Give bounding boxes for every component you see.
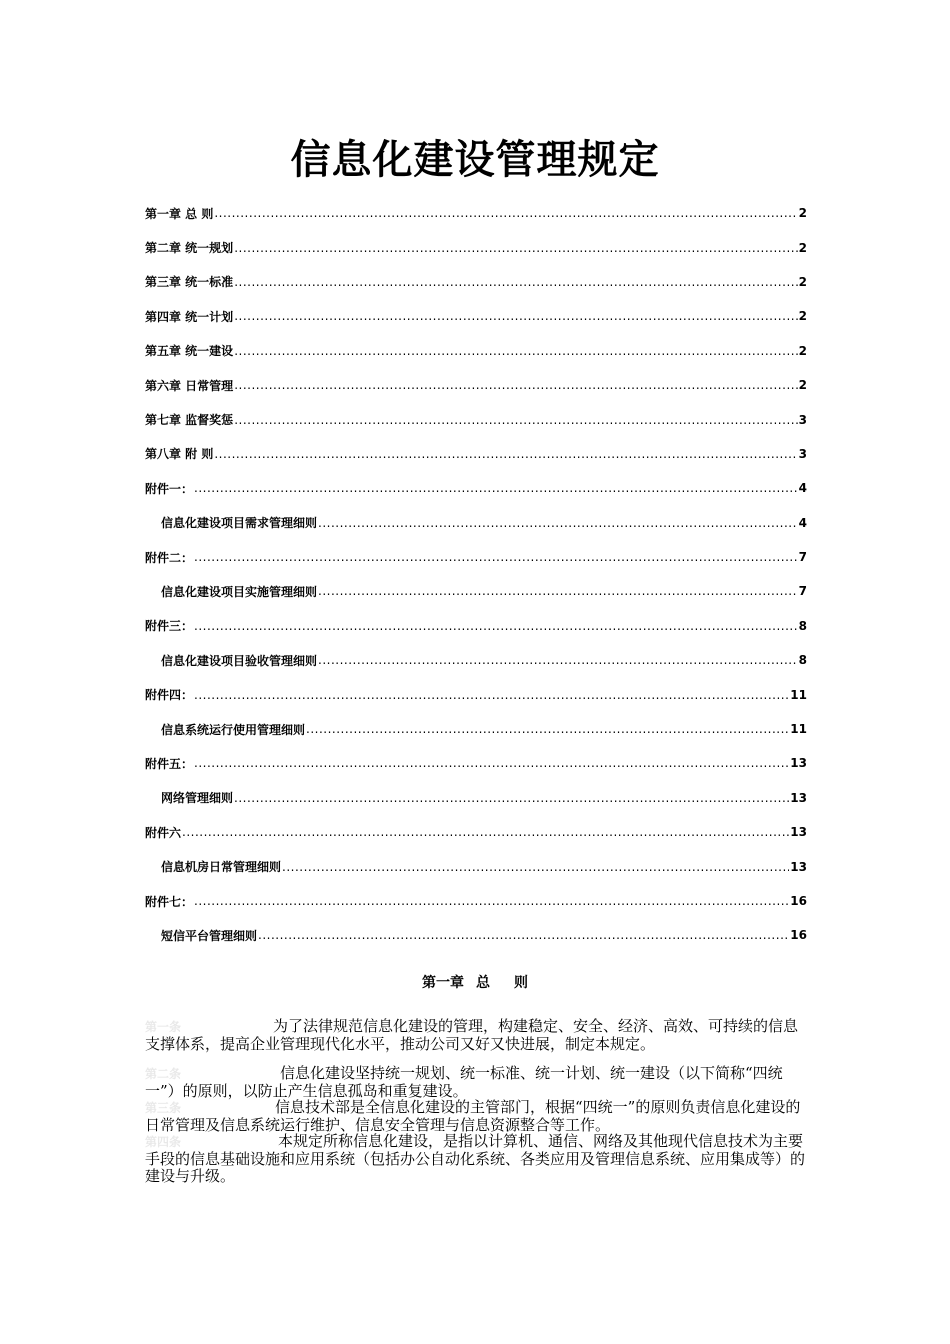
toc-entry[interactable] [145, 815, 807, 849]
toc-leader-dots [234, 344, 797, 358]
toc-entry-page: 13 [790, 859, 807, 874]
document-title: 信息化建设管理规定 [290, 136, 660, 183]
toc-entry[interactable] [145, 437, 807, 471]
toc-leader-dots [214, 447, 797, 461]
toc-entry[interactable] [145, 196, 807, 230]
toc-entry[interactable] [145, 368, 807, 402]
toc-entry[interactable] [145, 471, 807, 505]
toc-entry[interactable] [145, 712, 807, 746]
toc-leader-dots [194, 688, 789, 702]
toc-entry-label: 附件七： [145, 894, 194, 909]
toc-leader-dots [234, 791, 789, 805]
toc-entry-label: 第七章 监督奖惩 [145, 413, 234, 428]
toc-entry-page: 2 [798, 378, 807, 393]
table-of-contents [145, 196, 807, 953]
toc-leader-dots [194, 550, 798, 564]
article-number: 第一条 [145, 1020, 182, 1034]
toc-entry-page: 2 [798, 240, 807, 255]
toc-entry-page: 3 [798, 446, 807, 461]
toc-entry-page: 2 [798, 309, 807, 324]
toc-entry-label: 信息机房日常管理细则 [161, 860, 282, 875]
article-paragraph [145, 1018, 810, 1053]
toc-entry[interactable] [145, 781, 807, 815]
toc-entry[interactable] [145, 643, 807, 677]
toc-entry[interactable] [145, 609, 807, 643]
article-text: 为了法律规范信息化建设的管理，构建稳定、安全、经济、高效、可持续的信息支撑体系，提高企业管理现代化水平，推动公司又好又快进展，制定本规定。 [145, 1017, 799, 1053]
toc-entry-label: 第一章 总 则 [145, 206, 214, 221]
toc-leader-dots [194, 894, 789, 908]
toc-leader-dots [194, 481, 798, 495]
toc-entry-page: 8 [798, 653, 807, 668]
toc-entry-page: 2 [798, 343, 807, 358]
toc-leader-dots [234, 413, 797, 427]
toc-leader-dots [282, 860, 789, 874]
toc-entry[interactable] [145, 334, 807, 368]
toc-entry-label: 信息化建设项目需求管理细则 [161, 516, 318, 531]
toc-entry-page: 16 [790, 928, 807, 943]
toc-entry[interactable] [145, 849, 807, 883]
toc-entry-label: 第四章 统一计划 [145, 309, 234, 324]
toc-entry[interactable] [145, 540, 807, 574]
toc-entry-label: 附件三： [145, 619, 194, 634]
toc-leader-dots [258, 928, 789, 942]
toc-entry[interactable] [145, 402, 807, 436]
toc-leader-dots [234, 241, 797, 255]
chapter-heading [0, 972, 950, 992]
article-text: 信息技术部是全信息化建设的主管部门，根据“四统一”的原则负责信息化建设的日常管理及信息系统运行维护、信息安全管理与信息资源整合等工作。 [145, 1098, 801, 1134]
toc-entry-page: 11 [790, 722, 807, 737]
article-paragraph [145, 1133, 810, 1185]
article-text: 本规定所称信息化建设，是指以计算机、通信、网络及其他现代信息技术为主要手段的信息基础设施和应用系统（包括办公自动化系统、各类应用及管理信息系统、应用集成等）的建设与升级。 [145, 1132, 806, 1185]
article-number: 第二条 [145, 1067, 182, 1081]
toc-leader-dots [182, 825, 789, 839]
toc-entry-label: 信息化建设项目实施管理细则 [161, 584, 318, 599]
toc-entry-label: 第六章 日常管理 [145, 378, 234, 393]
toc-entry[interactable] [145, 574, 807, 608]
toc-leader-dots [318, 584, 798, 598]
toc-entry-label: 附件一： [145, 481, 194, 496]
toc-entry-page: 2 [798, 206, 807, 221]
toc-entry-page: 2 [798, 274, 807, 289]
article-paragraph [145, 1099, 810, 1134]
toc-entry-page: 16 [790, 894, 807, 908]
toc-leader-dots [214, 206, 797, 220]
toc-leader-dots [234, 275, 797, 289]
toc-leader-dots [234, 309, 797, 323]
toc-entry-label: 附件六 [145, 825, 182, 840]
toc-entry[interactable] [145, 677, 807, 711]
toc-entry-page: 13 [790, 825, 807, 840]
toc-entry-label: 附件二： [145, 550, 194, 565]
toc-entry-page: 11 [790, 687, 807, 702]
toc-entry[interactable] [145, 265, 807, 299]
toc-entry-label: 第八章 附 则 [145, 447, 214, 462]
toc-entry-page: 7 [798, 584, 807, 599]
toc-entry-page: 7 [798, 550, 807, 565]
toc-entry-label: 附件五： [145, 756, 194, 771]
article-number: 第三条 [145, 1101, 182, 1115]
toc-entry-label: 附件四： [145, 688, 194, 703]
chapter-title-part2: 则 [514, 975, 528, 991]
article-text: 信息化建设坚持统一规划、统一标准、统一计划、统一建设（以下简称“四统一”）的原则，以防止产生信息孤岛和重复建设。 [145, 1064, 783, 1100]
toc-entry-page: 4 [798, 481, 807, 496]
toc-entry-label: 信息化建设项目验收管理细则 [161, 653, 318, 668]
toc-entry-label: 短信平台管理细则 [161, 928, 258, 943]
toc-leader-dots [194, 619, 798, 633]
article-number: 第四条 [145, 1135, 182, 1149]
toc-entry-label: 网络管理细则 [161, 791, 234, 806]
toc-entry-page: 4 [798, 515, 807, 530]
toc-entry[interactable] [145, 299, 807, 333]
toc-entry-page: 8 [798, 618, 807, 633]
toc-leader-dots [318, 653, 798, 667]
toc-entry-page: 3 [798, 412, 807, 427]
article-paragraph [145, 1065, 810, 1100]
chapter-title-part1: 总 [476, 975, 490, 991]
toc-entry-label: 第三章 统一标准 [145, 275, 234, 290]
toc-entry-label: 第五章 统一建设 [145, 344, 234, 359]
toc-entry-page: 13 [790, 756, 807, 771]
toc-entry-page: 13 [790, 790, 807, 805]
chapter-number: 第一章 [422, 975, 464, 991]
toc-entry[interactable] [145, 884, 807, 918]
toc-leader-dots [234, 378, 797, 392]
toc-entry[interactable] [145, 746, 807, 780]
toc-entry-label: 第二章 统一规划 [145, 241, 234, 256]
toc-entry[interactable] [145, 506, 807, 540]
toc-entry-label: 信息系统运行使用管理细则 [161, 722, 306, 737]
toc-leader-dots [194, 756, 789, 770]
toc-leader-dots [306, 722, 789, 736]
toc-leader-dots [318, 516, 798, 530]
toc-entry[interactable] [145, 230, 807, 264]
toc-entry[interactable] [145, 918, 807, 952]
